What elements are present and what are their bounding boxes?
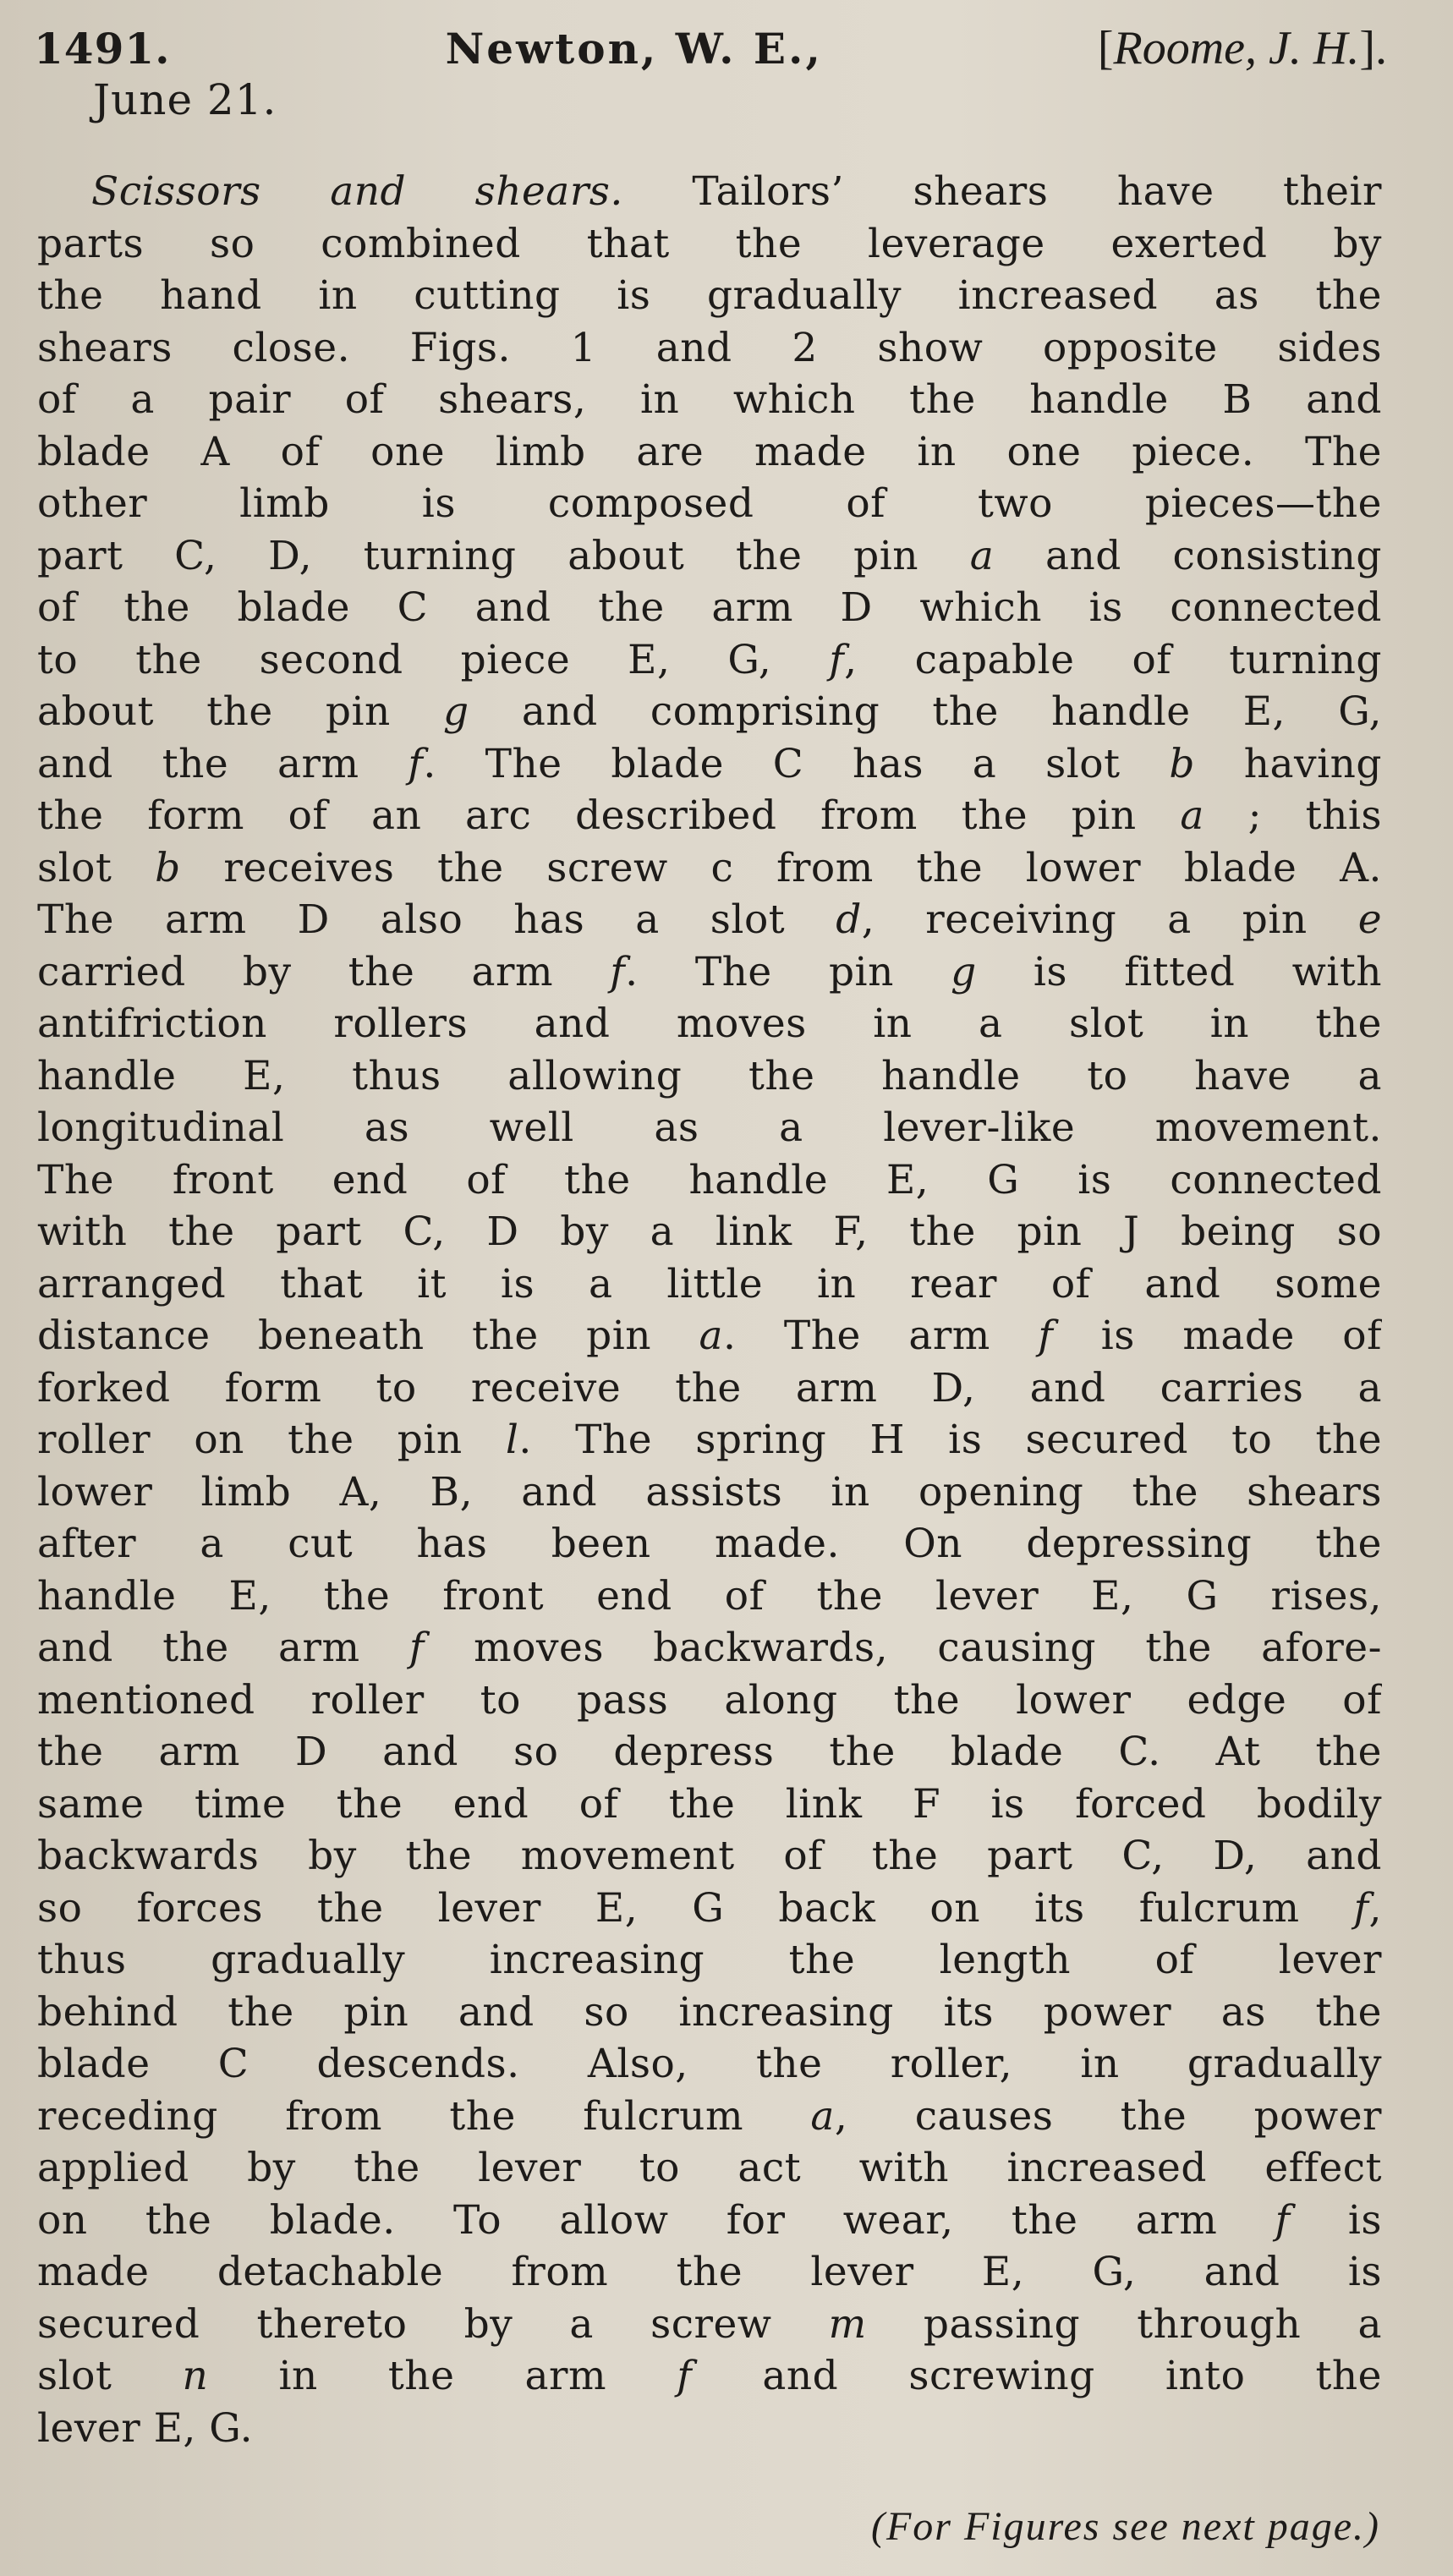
italic-letter: f [829,636,845,683]
text-line-6 [37,426,1382,479]
bracket-open: [ [1097,22,1114,74]
text-segment: the arm D and so depress the blade C. At the [37,1729,1382,1775]
text-segment: applied by the lever to act with increased effect [37,2145,1382,2191]
italic-letter: g [443,688,469,735]
text-line-31 [37,1726,1382,1779]
text-line-41 [37,2246,1382,2299]
patentee-name: Newton, W. E., [445,24,823,74]
text-segment: other limb is composed of two pieces—the [37,480,1382,527]
text-segment: parts so combined that the leverage exerted by [37,220,1382,267]
text-segment: and consisting [994,532,1382,579]
text-line-43 [37,2350,1382,2403]
text-segment: slot [37,844,156,891]
text-line-32 [37,1779,1382,1831]
text-line-35 [37,1934,1382,1987]
text-segment: forked form to receive the arm D, and carries a [37,1364,1382,1411]
text-segment: antifriction rollers and moves in a slot in the [37,1000,1382,1047]
italic-letter: f [1275,2196,1291,2244]
first-line-rest: Tailors’ shears have their [622,168,1382,215]
text-line-4 [37,322,1382,375]
text-line-1 [37,166,1382,218]
text-segment: lever E, G. [37,2404,254,2452]
text-segment: , capable of turning [844,636,1382,683]
text-line-40 [37,2195,1382,2247]
text-line-2 [37,218,1382,271]
text-segment: secured thereto by a screw [37,2300,829,2348]
text-line-19 [37,1102,1382,1154]
text-segment: after a cut has been made. On depressing the [37,1521,1382,1567]
text-line-38 [37,2091,1382,2143]
italic-letter: g [951,948,977,995]
text-segment: of the blade C and the arm D which is connected [37,584,1382,631]
italic-letter: n [182,2353,209,2399]
text-segment: , [1368,1884,1382,1932]
header-line [34,22,1387,75]
text-segment: same time the end of the link F is forced bodily [37,1780,1382,1828]
italic-letter: d [836,896,862,943]
text-segment: passing through a [866,2300,1382,2348]
text-segment: handle E, thus allowing the handle to have a [37,1052,1382,1099]
communicator-name-text: Roome, J. H. [1113,22,1360,74]
communicator-name [1098,22,1387,74]
italic-letter: b [155,844,181,891]
text-segment: is made of [1053,1313,1382,1359]
text-segment: and the arm [37,740,408,787]
text-line-34 [37,1883,1382,1935]
text-segment: in the arm [208,2353,677,2399]
text-line-20 [37,1154,1382,1207]
text-segment: , causes the power [834,2092,1382,2140]
italic-letter: e [1357,896,1382,943]
text-line-26 [37,1466,1382,1519]
text-line-30 [37,1674,1382,1727]
text-segment: blade A of one limb are made in one piece. The [37,428,1382,475]
text-segment: the form of an arc described from the pin [37,792,1181,839]
abstract-body [37,166,1382,2454]
text-segment: , receiving a pin [861,896,1358,943]
text-line-13 [37,790,1382,842]
text-line-11 [37,686,1382,738]
text-segment: shears close. Figs. 1 and 2 show opposite sides [37,324,1382,371]
text-line-28 [37,1570,1382,1623]
text-segment: arranged that it is a little in rear of and some [37,1260,1382,1307]
text-line-24 [37,1362,1382,1415]
italic-letter: a [699,1313,723,1359]
text-segment: of a pair of shears, in which the handle B and [37,376,1382,423]
text-line-16 [37,946,1382,999]
text-line-14 [37,842,1382,895]
italic-letter: m [828,2300,867,2348]
italic-letter: f [1038,1313,1054,1359]
text-segment: mentioned roller to pass along the lower edge of [37,1676,1382,1724]
text-segment: backwards by the movement of the part C, D, and [37,1833,1382,1879]
text-line-23 [37,1310,1382,1362]
text-line-39 [37,2142,1382,2195]
text-line-9 [37,582,1382,634]
text-line-17 [37,998,1382,1050]
text-segment: is fitted with [976,948,1382,995]
italic-letter: f [408,1625,425,1671]
text-line-37 [37,2038,1382,2091]
text-line-21 [37,1206,1382,1258]
text-segment: made detachable from the lever E, G, and is [37,2249,1382,2295]
text-line-8 [37,530,1382,583]
text-segment: distance beneath the pin [37,1313,699,1359]
text-line-3 [37,270,1382,322]
text-segment: receding from the fulcrum [37,2092,811,2140]
text-line-7 [37,478,1382,530]
text-line-44 [37,2403,1382,2455]
text-segment: having [1194,740,1382,787]
text-line-18 [37,1050,1382,1103]
text-segment: and the arm [37,1625,409,1671]
text-segment: roller on the pin [37,1417,506,1463]
text-segment: about the pin [37,688,444,735]
text-segment: The front end of the handle E, G is connected [37,1156,1382,1203]
text-segment: so forces the lever E, G back on its fulcrum [37,1884,1354,1932]
text-line-22 [37,1258,1382,1311]
italic-letter: l [505,1417,519,1463]
text-segment: slot [37,2353,183,2399]
text-segment: The arm D also has a slot [37,896,836,943]
text-segment: handle E, the front end of the lever E, G rises, [37,1572,1382,1620]
text-segment: behind the pin and so increasing its power as the [37,1988,1382,2036]
italic-letter: f [408,740,424,787]
italic-letter: f [1353,1884,1369,1932]
italic-letter: a [1180,792,1204,839]
text-line-25 [37,1414,1382,1466]
italic-letter: f [677,2353,693,2399]
entry-header [34,22,1387,124]
italic-letter: b [1169,740,1195,787]
text-line-42 [37,2299,1382,2351]
text-segment: moves backwards, causing the afore- [424,1625,1382,1671]
text-line-5 [37,374,1382,426]
text-line-36 [37,1987,1382,2039]
bracket-close: ]. [1359,22,1387,74]
text-line-10 [37,634,1382,687]
text-line-29 [37,1622,1382,1674]
text-segment: . The blade C has a slot [423,740,1170,787]
text-segment: . The spring H is secured to the [518,1417,1382,1463]
text-segment: . The arm [723,1313,1039,1359]
text-segment: to the second piece E, G, [37,636,830,683]
text-segment: ; this [1204,792,1382,839]
text-segment: the hand in cutting is gradually increased as the [37,272,1382,319]
text-segment: receives the screw c from the lower blade A. [180,844,1382,891]
text-segment: longitudinal as well as a lever-like movement. [37,1104,1382,1151]
text-segment: on the blade. To allow for wear, the arm [37,2196,1275,2244]
text-segment: . The pin [625,948,951,995]
entry-number: 1491. [34,24,171,74]
text-line-33 [37,1830,1382,1883]
italic-letter: a [810,2092,835,2140]
text-line-15 [37,894,1382,946]
text-segment: blade C descends. Also, the roller, in gradually [37,2041,1382,2087]
text-line-27 [37,1518,1382,1570]
text-segment: part C, D, turning about the pin [37,532,970,579]
text-line-12 [37,738,1382,791]
text-segment: thus gradually increasing the length of lever [37,1937,1382,1983]
text-segment: lower limb A, B, and assists in opening the shears [37,1468,1382,1515]
entry-date: June 21. [93,75,277,124]
text-segment: and comprising the handle E, G, [469,688,1382,735]
italic-letter: f [610,948,626,995]
text-segment: carried by the arm [37,948,611,995]
italic-letter: a [969,532,995,579]
text-segment: with the part C, D by a link F, the pin J being so [37,1209,1382,1255]
abstract-title: Scissors and shears. [91,168,623,215]
text-segment: is [1290,2196,1382,2244]
figure-note: (For Figures see next page.) [870,2504,1380,2549]
text-segment: and screwing into the [692,2353,1382,2399]
